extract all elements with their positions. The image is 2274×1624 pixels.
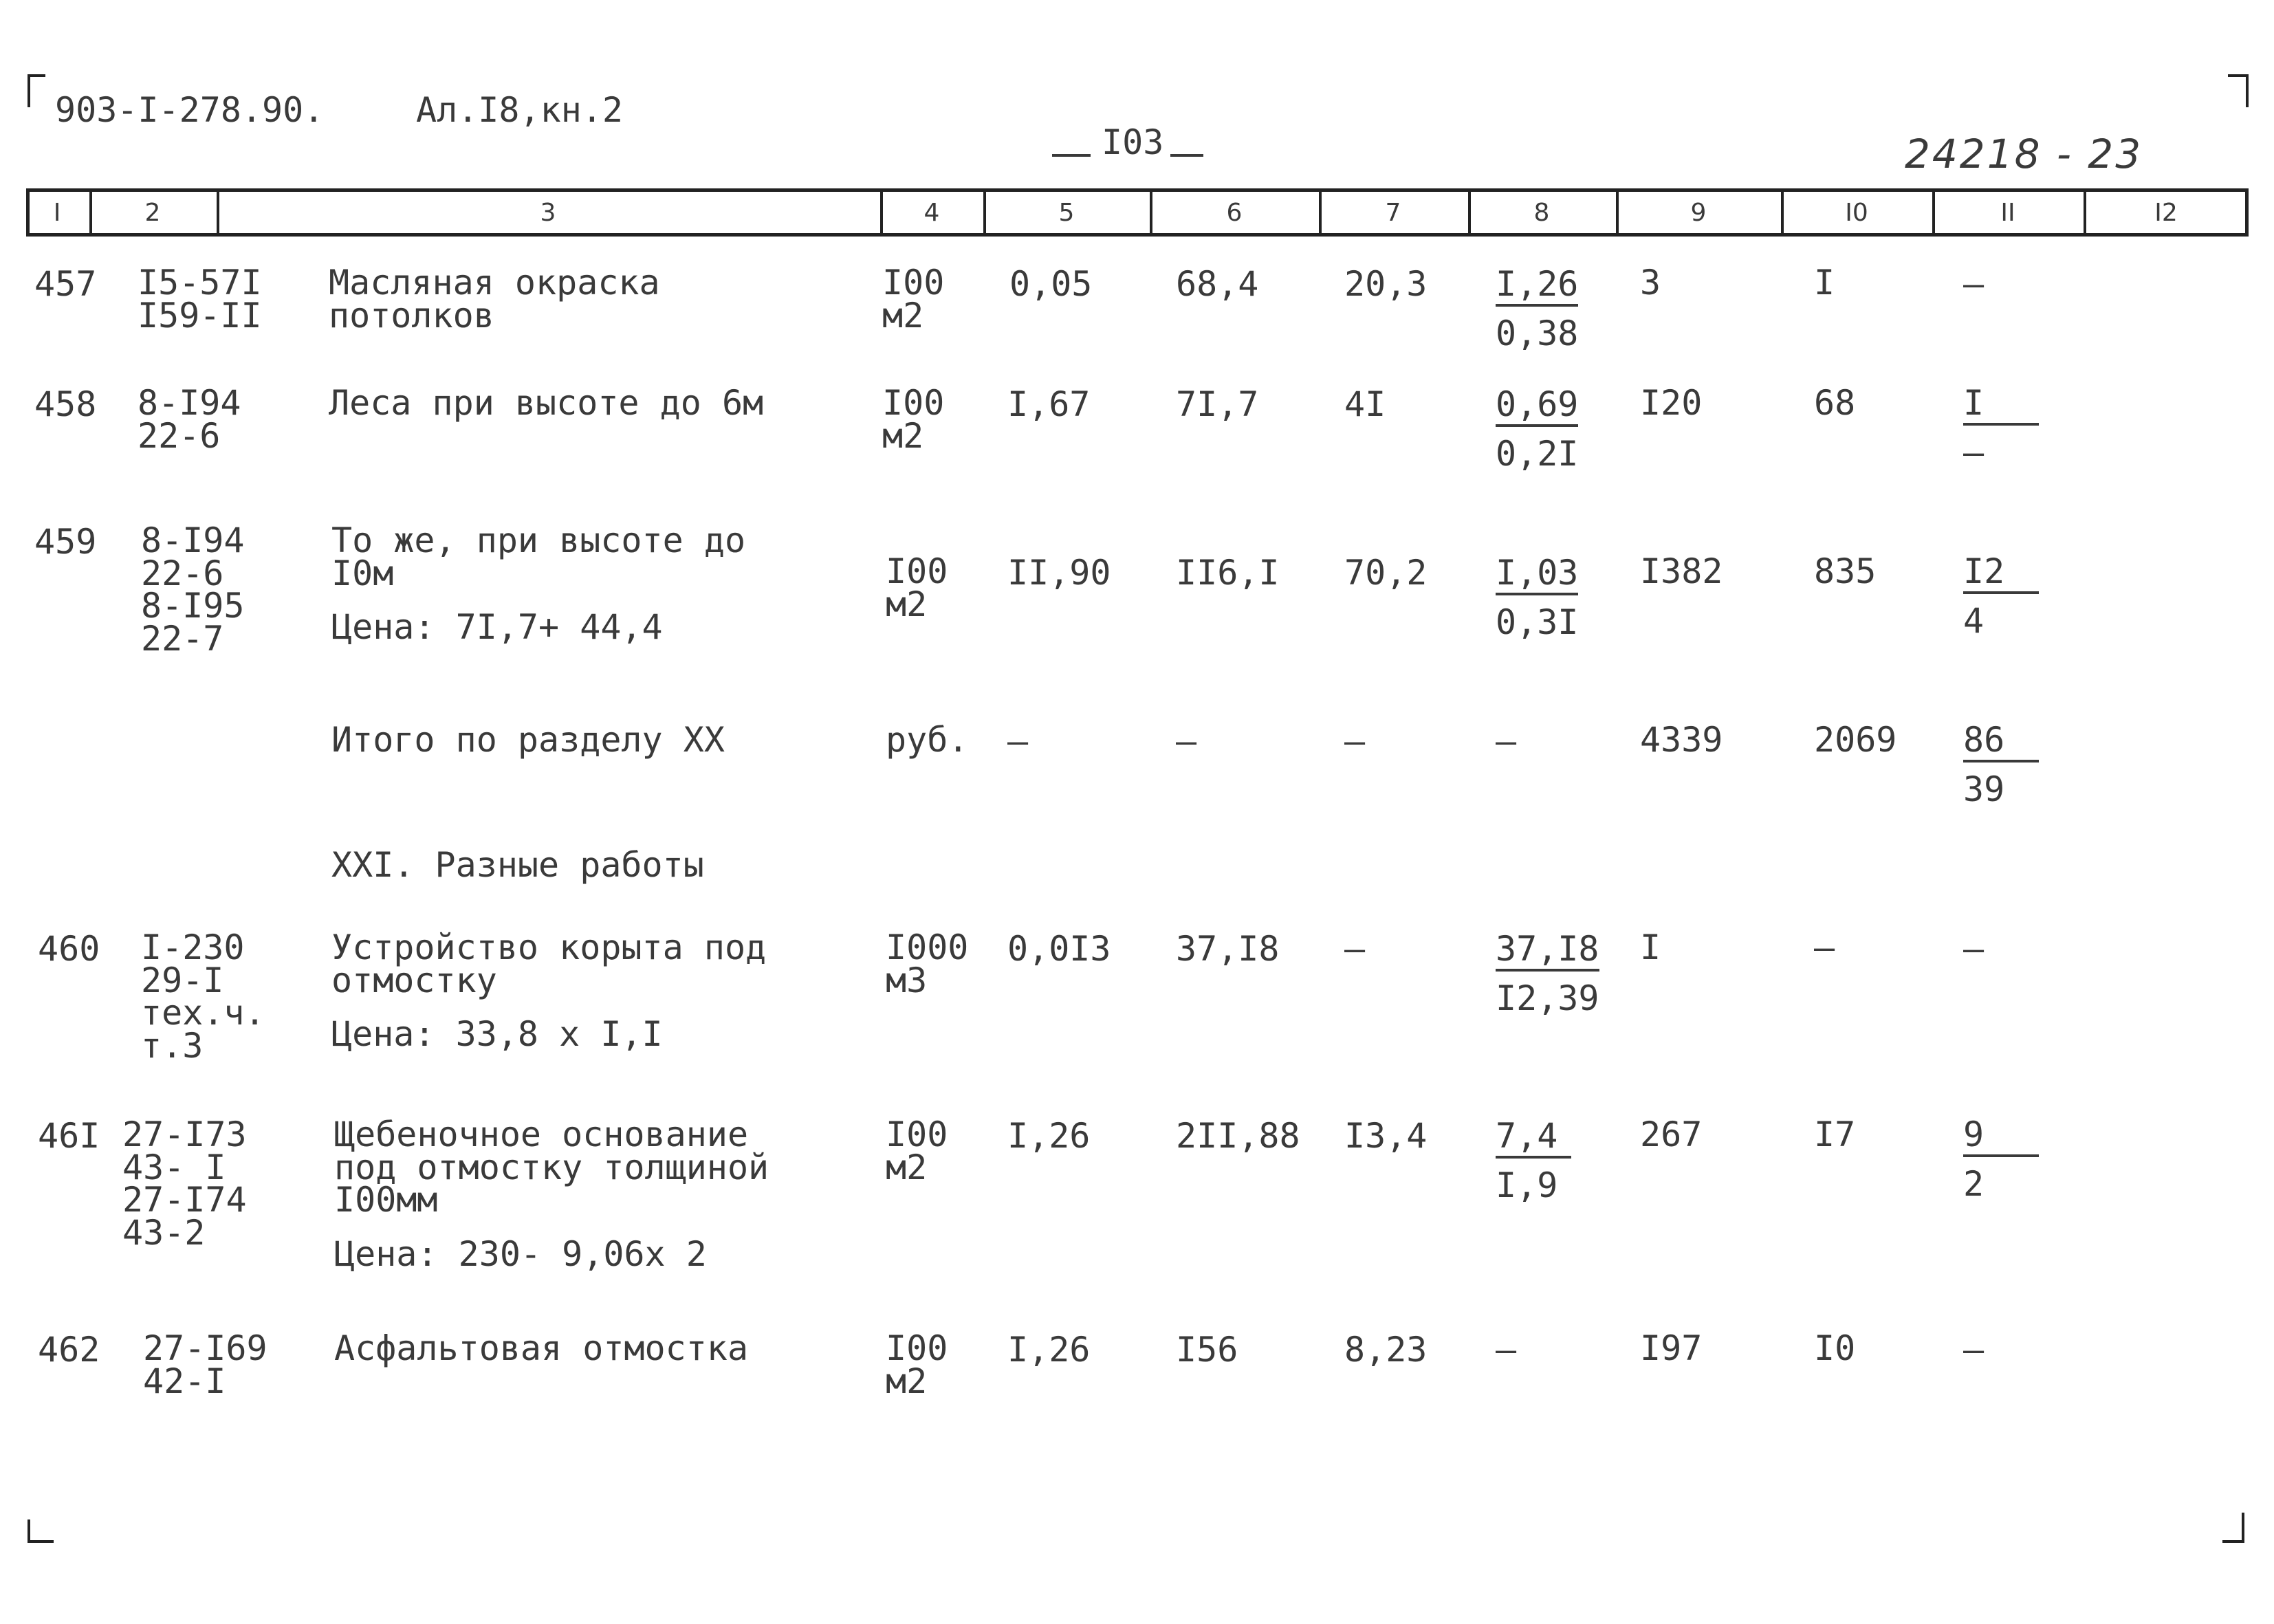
unit-cost: 37,I8 <box>1176 929 1280 969</box>
column-number: 9 <box>1690 199 1707 227</box>
work-name: Леса при высоте до 6м <box>329 383 764 423</box>
price-formula: Цена: 7I,7+ 44,4 <box>331 607 663 647</box>
norm-code: I5-57I I59-II <box>138 263 262 336</box>
wage-cost: I3,4 <box>1344 1116 1428 1156</box>
unit: I000 м3 <box>886 928 969 1000</box>
column-number: II <box>2000 199 2015 227</box>
unit: I00 м2 <box>882 383 945 456</box>
corner-mark-top-right <box>2228 74 2249 107</box>
wage-cost: 4I <box>1344 384 1386 424</box>
work-name: Масляная окраска потолков <box>329 263 660 336</box>
total-cost: I20 <box>1640 383 1703 423</box>
total-cost: I97 <box>1640 1328 1703 1368</box>
unit-cost: 2II,88 <box>1176 1116 1300 1156</box>
handwritten-number: 24218 - 23 <box>1905 131 2143 177</box>
header-divider <box>1150 188 1152 237</box>
work-name: Итого по разделу XX <box>331 720 725 760</box>
row-number: 462 <box>38 1330 100 1370</box>
header-divider <box>1468 188 1471 237</box>
column-number: I <box>53 199 61 227</box>
wage-cost: 20,3 <box>1344 264 1428 304</box>
total-machine-bottom: 2 <box>1963 1164 1985 1204</box>
total-machine: – <box>1963 929 1985 969</box>
norm-code: 8-I94 22-6 8-I95 22-7 <box>141 520 245 659</box>
machine-cost: – <box>1496 1330 1517 1370</box>
norm-code: I-230 29-I тех.ч. т.3 <box>141 928 265 1066</box>
total-machine-top: 86 <box>1963 723 2039 762</box>
unit-cost: I56 <box>1176 1330 1238 1370</box>
machine-cost-bottom: 0,38 <box>1496 314 1579 353</box>
machine-cost: – <box>1496 721 1517 761</box>
total-machine-top: I2 <box>1963 554 2039 594</box>
quantity: I,67 <box>1007 384 1091 424</box>
column-number: 8 <box>1533 199 1550 227</box>
unit: I00 м2 <box>886 1115 948 1187</box>
total-cost: 3 <box>1640 263 1661 303</box>
unit-cost: – <box>1176 721 1197 761</box>
work-name: Щебеночное основание под отмостку толщиной I00мм <box>334 1115 769 1220</box>
work-name: То же, при высоте до I0м <box>331 520 746 593</box>
wage-cost: – <box>1344 721 1366 761</box>
norm-code: 27-I69 42-I <box>143 1328 267 1401</box>
corner-mark-bottom-right <box>2222 1513 2244 1543</box>
total-wages: – <box>1814 928 1835 967</box>
column-number: 4 <box>923 199 940 227</box>
total-cost: I <box>1640 928 1661 967</box>
unit: I00 м2 <box>886 551 948 624</box>
header-divider <box>983 188 986 237</box>
total-machine-bottom: 4 <box>1963 601 1985 641</box>
column-number: 7 <box>1385 199 1401 227</box>
header-divider <box>2084 188 2086 237</box>
total-machine-bottom: – <box>1963 432 1985 472</box>
column-number: 3 <box>540 199 556 227</box>
unit: I00 м2 <box>882 263 945 336</box>
machine-cost-top: 0,69 <box>1496 387 1578 427</box>
quantity: I,26 <box>1007 1330 1091 1370</box>
wage-cost: 70,2 <box>1344 553 1428 593</box>
price-formula: Цена: 230- 9,06х 2 <box>334 1234 707 1274</box>
quantity: 0,05 <box>1009 264 1093 304</box>
unit: I00 м2 <box>886 1328 948 1401</box>
unit-cost: 7I,7 <box>1176 384 1259 424</box>
document-code: 903-I-278.90. <box>55 90 325 130</box>
machine-cost-top: I,26 <box>1496 267 1578 307</box>
work-name: Устройство корыта под отмостку <box>331 928 767 1000</box>
machine-cost-bottom: I2,39 <box>1496 978 1599 1018</box>
price-formula: Цена: 33,8 х I,I <box>331 1014 663 1054</box>
norm-code: 27-I73 43- I 27-I74 43-2 <box>122 1115 247 1253</box>
norm-code: 8-I94 22-6 <box>138 383 241 456</box>
total-wages: 835 <box>1814 551 1877 591</box>
column-number: 6 <box>1226 199 1243 227</box>
header-divider <box>217 188 219 237</box>
total-cost: 4339 <box>1640 720 1723 760</box>
page-number-value: I03 <box>1102 122 1164 162</box>
header-divider <box>1932 188 1935 237</box>
machine-cost-bottom: 0,2I <box>1496 434 1579 474</box>
row-number: 46I <box>38 1116 100 1156</box>
header-divider <box>1319 188 1322 237</box>
wage-cost: 8,23 <box>1344 1330 1428 1370</box>
corner-mark-top-left <box>28 74 45 107</box>
total-machine: – <box>1963 264 1985 304</box>
machine-cost-bottom: 0,3I <box>1496 602 1579 642</box>
total-wages: 2069 <box>1814 720 1897 760</box>
machine-cost-bottom: I,9 <box>1496 1165 1558 1205</box>
wage-cost: – <box>1344 929 1366 969</box>
row-number: 460 <box>38 929 100 969</box>
row-number: 457 <box>34 264 97 304</box>
header-divider <box>89 188 92 237</box>
section-heading: XXI. Разные работы <box>331 845 704 885</box>
total-wages: I <box>1814 263 1835 303</box>
column-header-row <box>26 188 2249 237</box>
quantity: 0,0I3 <box>1007 929 1111 969</box>
total-cost: I382 <box>1640 551 1723 591</box>
unit-cost: 68,4 <box>1176 264 1259 304</box>
total-machine-top: I <box>1963 386 2039 426</box>
header-divider <box>1781 188 1784 237</box>
unit: руб. <box>886 720 969 760</box>
machine-cost-top: 37,I8 <box>1496 932 1599 972</box>
column-number: 5 <box>1058 199 1075 227</box>
header-divider <box>1616 188 1619 237</box>
machine-cost-top: I,03 <box>1496 556 1578 595</box>
total-machine: – <box>1963 1330 1985 1370</box>
album-reference: Ал.I8,кн.2 <box>416 90 624 130</box>
total-wages: 68 <box>1814 383 1856 423</box>
column-number: I2 <box>2154 199 2178 227</box>
quantity: I,26 <box>1007 1116 1091 1156</box>
work-name: Асфальтовая отмостка <box>334 1328 749 1368</box>
column-number: I0 <box>1845 199 1868 227</box>
machine-cost-top: 7,4 <box>1496 1119 1571 1159</box>
total-machine-bottom: 39 <box>1963 769 2005 809</box>
total-wages: I7 <box>1814 1115 1856 1154</box>
column-number: 2 <box>144 199 161 227</box>
header-divider <box>880 188 883 237</box>
row-number: 459 <box>34 522 97 562</box>
row-number: 458 <box>34 384 97 424</box>
corner-mark-bottom-left <box>28 1519 54 1543</box>
total-machine-top: 9 <box>1963 1117 2039 1157</box>
total-cost: 267 <box>1640 1115 1703 1154</box>
quantity: – <box>1007 721 1029 761</box>
total-wages: I0 <box>1814 1328 1856 1368</box>
unit-cost: II6,I <box>1176 553 1280 593</box>
quantity: II,90 <box>1007 553 1111 593</box>
page-number <box>1052 122 1203 162</box>
